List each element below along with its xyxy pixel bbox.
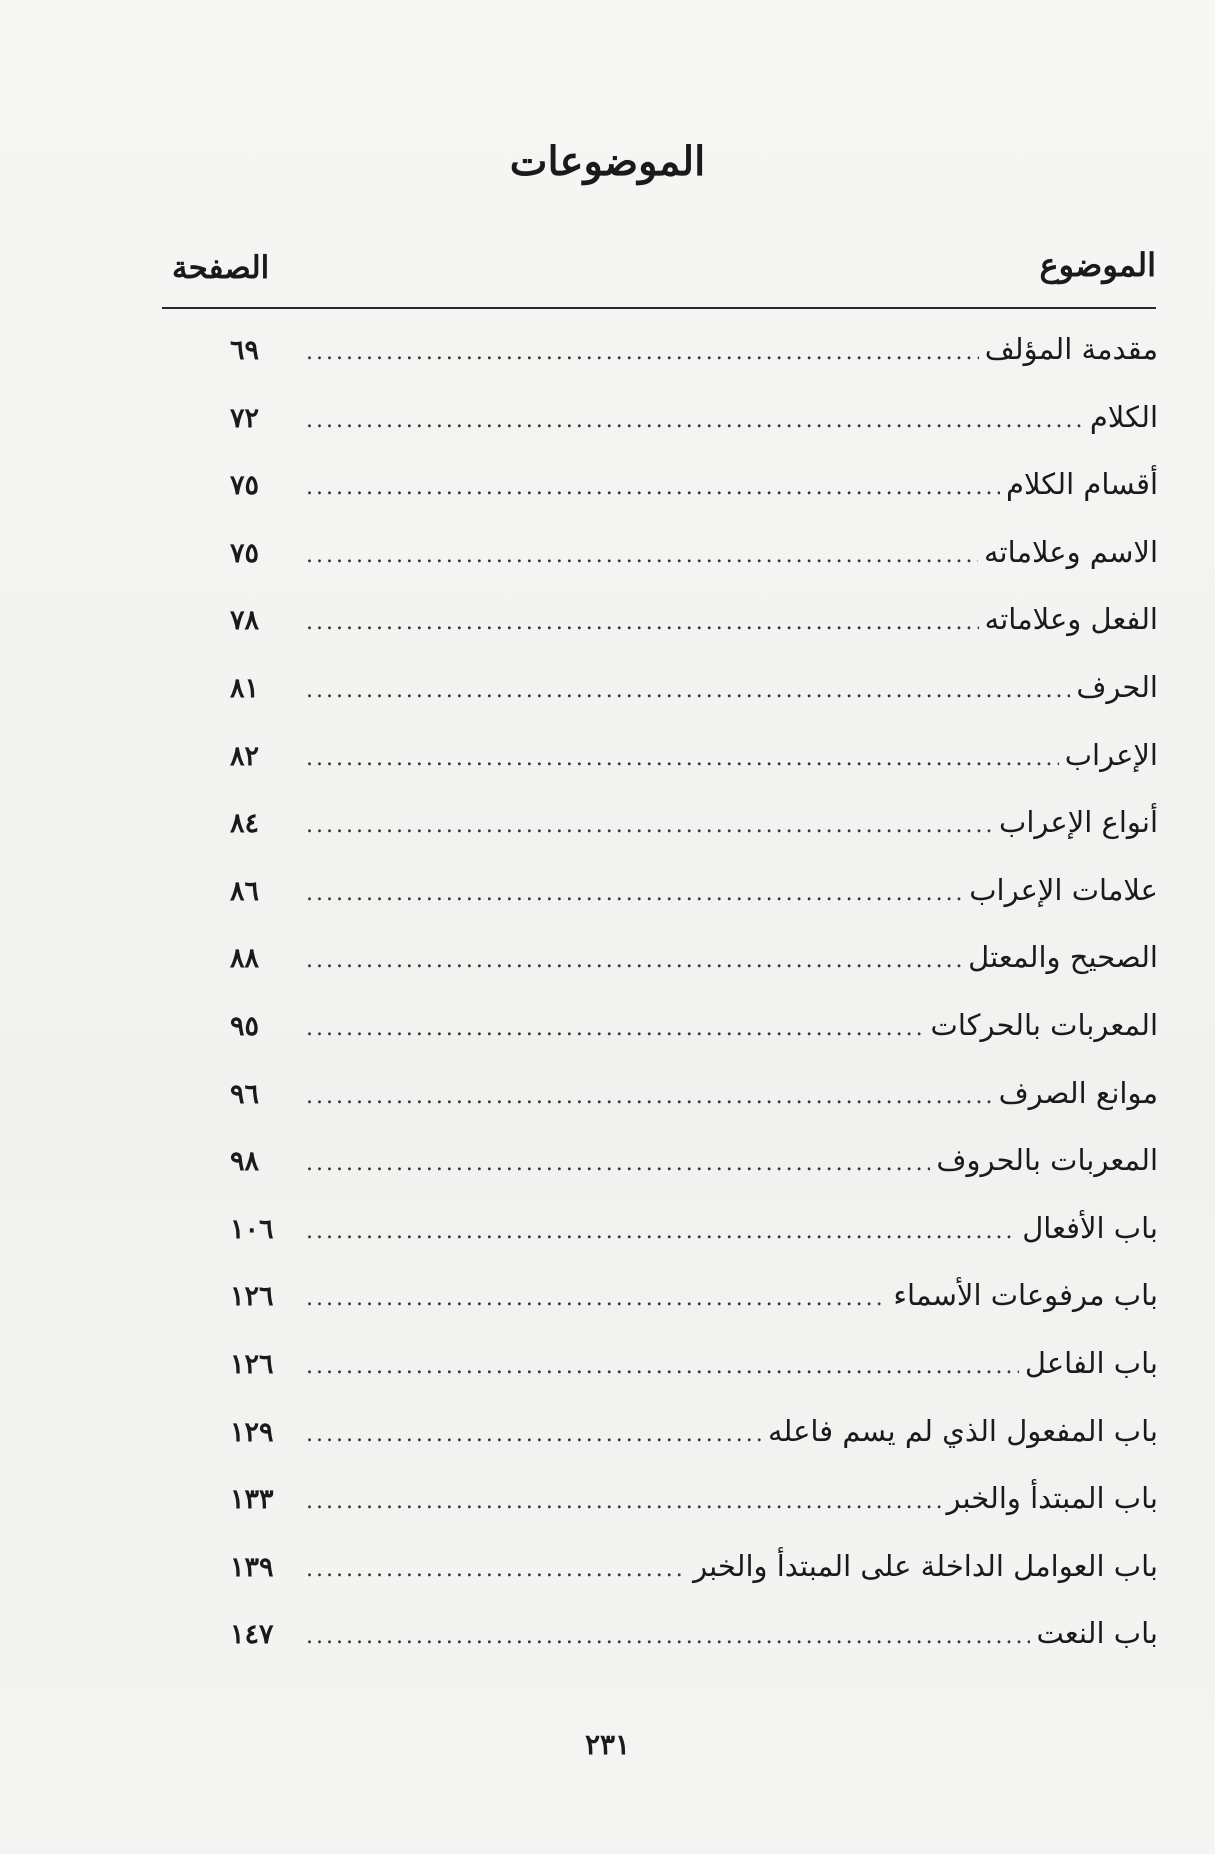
dot-leader (306, 860, 963, 928)
toc-entry (230, 722, 1158, 790)
header-divider (162, 307, 1156, 309)
toc-entry-page: ٨٢ (230, 740, 260, 772)
toc-entry-topic: الحرف (1076, 669, 1158, 704)
toc-entry (230, 654, 1158, 722)
toc-entry-topic: باب النعت (1036, 1616, 1158, 1651)
toc-entry-topic: الكلام (1089, 399, 1158, 434)
toc-entry-page: ٧٨ (230, 605, 260, 637)
toc-entry (230, 857, 1158, 925)
toc-entry-page: ١٢٩ (230, 1416, 274, 1448)
dot-leader (306, 1603, 1030, 1671)
dot-leader (306, 319, 979, 387)
dot-leader (306, 589, 979, 657)
toc-entry-page: ١٣٣ (230, 1484, 274, 1516)
toc-entry-page: ٨٦ (230, 875, 260, 907)
toc-entry (230, 1600, 1158, 1668)
toc-entry-page: ٧٥ (230, 470, 260, 502)
toc-entry-topic: أقسام الكلام (1006, 467, 1158, 502)
dot-leader (306, 995, 925, 1063)
toc-entry-page: ١٠٦ (230, 1213, 274, 1245)
toc-entry (230, 1533, 1158, 1601)
toc-entry-page: ٧٢ (230, 402, 260, 434)
dot-leader (306, 1468, 941, 1536)
toc-entry-topic: أنواع الإعراب (999, 805, 1158, 840)
toc-entry-topic: باب الفاعل (1024, 1345, 1158, 1380)
toc-entry (230, 1262, 1158, 1330)
toc-list (230, 316, 1158, 1668)
topic-column-header: الموضوع (1039, 246, 1156, 284)
dot-leader (306, 522, 978, 590)
toc-entry-page: ٩٥ (230, 1010, 260, 1042)
toc-entry-topic: الفعل وعلاماته (984, 602, 1158, 637)
page-column-header: الصفحة (172, 250, 270, 286)
toc-entry (230, 586, 1158, 654)
toc-entry-page: ٩٨ (230, 1146, 260, 1178)
toc-entry-page: ١٢٦ (230, 1281, 274, 1313)
dot-leader (306, 1130, 930, 1198)
toc-entry-page: ٨٤ (230, 808, 260, 840)
toc-entry (230, 519, 1158, 587)
dot-leader (306, 1536, 687, 1604)
toc-entry-topic: باب المفعول الذي لم يسم فاعله (767, 1413, 1158, 1448)
toc-entry (230, 789, 1158, 857)
toc-entry-topic: باب المبتدأ والخبر (946, 1481, 1158, 1516)
toc-entry-topic: الإعراب (1064, 737, 1158, 772)
toc-entry-page: ٦٩ (230, 335, 260, 366)
page-number: ٢٣١ (584, 1728, 631, 1761)
toc-entry-topic: المعربات بالحركات (930, 1007, 1158, 1042)
dot-leader (306, 1401, 762, 1469)
toc-entry (230, 1195, 1158, 1263)
dot-leader (306, 657, 1070, 725)
toc-entry-page: ٨٨ (230, 943, 260, 975)
toc-entry-topic: الاسم وعلاماته (983, 534, 1158, 569)
dot-leader (306, 454, 1000, 522)
dot-leader (306, 1063, 993, 1131)
toc-entry-topic: باب مرفوعات الأسماء (893, 1278, 1158, 1313)
toc-entry (230, 1127, 1158, 1195)
toc-entry-topic: علامات الإعراب (969, 872, 1158, 907)
dot-leader (306, 387, 1084, 455)
toc-header (162, 246, 1156, 296)
dot-leader (306, 1265, 887, 1333)
toc-entry (230, 924, 1158, 992)
toc-entry (230, 1465, 1158, 1533)
toc-entry (230, 1398, 1158, 1466)
toc-entry-page: ٧٥ (230, 537, 260, 569)
toc-entry-page: ١٢٦ (230, 1348, 274, 1380)
dot-leader (306, 725, 1059, 793)
toc-entry-page: ١٣٩ (230, 1551, 274, 1583)
toc-entry-topic: الصحيح والمعتل (968, 940, 1158, 975)
dot-leader (306, 1198, 1016, 1266)
toc-entry (230, 384, 1158, 452)
toc-entry (230, 1330, 1158, 1398)
dot-leader (306, 927, 962, 995)
toc-entry-page: ١٤٧ (230, 1619, 274, 1651)
toc-entry-topic: مقدمة المؤلف (984, 332, 1158, 366)
toc-entry (230, 1060, 1158, 1128)
toc-entry-page: ٨١ (230, 672, 260, 704)
toc-entry-topic: باب العوامل الداخلة على المبتدأ والخبر (693, 1548, 1158, 1583)
dot-leader (306, 792, 993, 860)
toc-entry (230, 451, 1158, 519)
toc-entry-topic: المعربات بالحروف (936, 1143, 1158, 1178)
page-title: الموضوعات (509, 138, 706, 185)
toc-entry-topic: موانع الصرف (998, 1075, 1158, 1110)
toc-entry (230, 992, 1158, 1060)
toc-entry-page: ٩٦ (230, 1078, 260, 1110)
dot-leader (306, 1333, 1019, 1401)
toc-entry-topic: باب الأفعال (1022, 1210, 1158, 1245)
toc-entry (230, 316, 1158, 384)
